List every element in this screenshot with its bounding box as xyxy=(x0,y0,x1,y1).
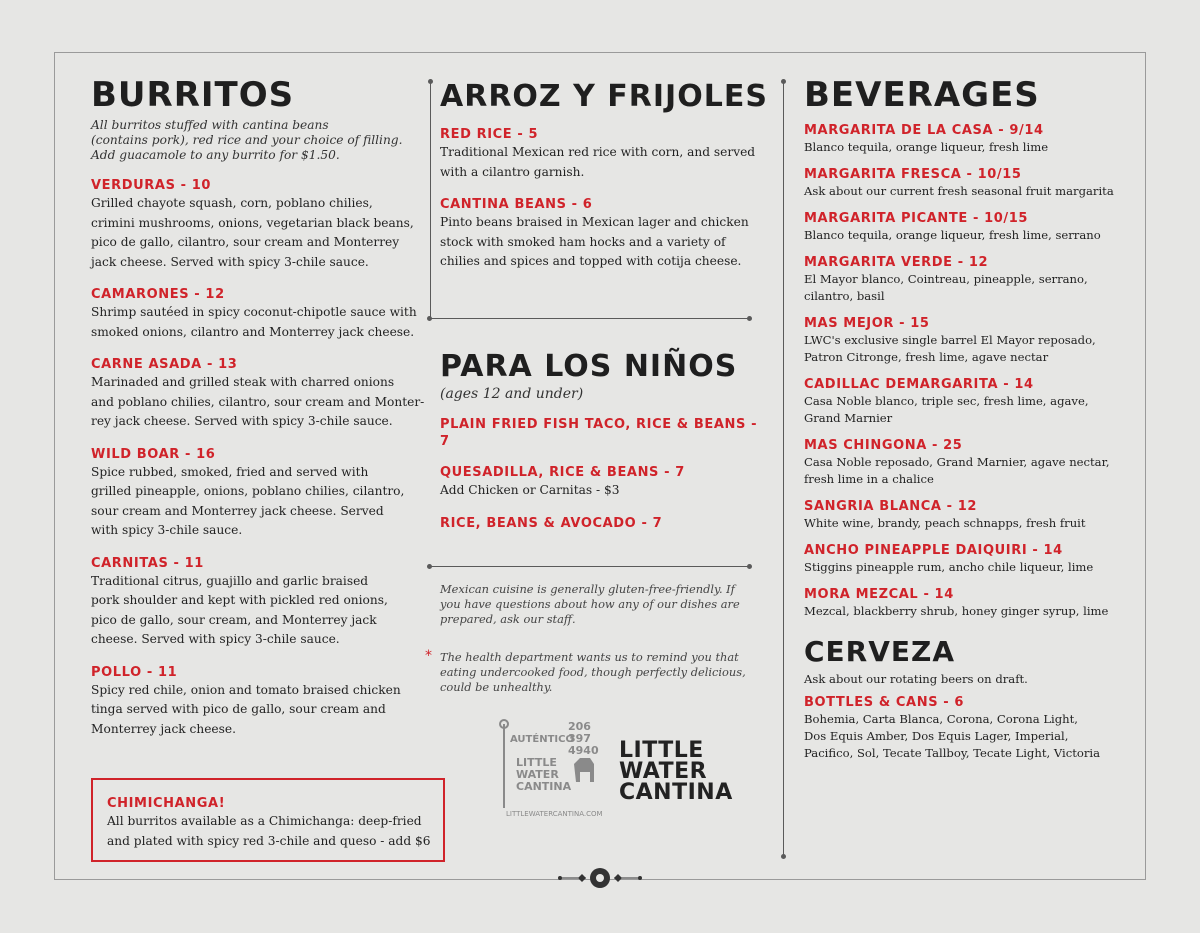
desc-line: Pacifico, Sol, Tecate Tallboy, Tecate Light, Victoria xyxy=(804,746,1101,760)
menu-item-name: MORA MEZCAL - 14 xyxy=(804,587,954,602)
desc-line: cheese. Served with spicy 3-chile sauce. xyxy=(91,632,340,646)
menu-item-desc xyxy=(804,515,1129,532)
wordmark-line: CANTINA xyxy=(619,780,733,805)
menu-item-name: CARNE ASADA - 13 xyxy=(91,357,238,372)
menu-item-desc xyxy=(91,194,431,272)
desc-line: White wine, brandy, peach schnapps, fresh fruit xyxy=(804,516,1086,530)
desc-line: and plated with spicy red 3-chile and queso - add $6 xyxy=(107,833,431,848)
menu-item xyxy=(91,555,431,650)
menu-item-desc xyxy=(804,332,1129,366)
menu-item-name: CAMARONES - 12 xyxy=(91,287,225,302)
desc-line: stock with smoked ham hocks and a variety of xyxy=(440,234,726,249)
menu-item-desc xyxy=(91,681,431,740)
menu-item-name: MAS MEJOR - 15 xyxy=(804,316,930,331)
badge-phone: 397 xyxy=(568,732,591,745)
ninos-subtitle: (ages 12 and under) xyxy=(440,386,584,402)
menu-item-desc xyxy=(804,139,1129,156)
menu-item-desc xyxy=(804,603,1129,620)
desc-line: Shrimp sautéed in spicy coconut-chipotle sauce with xyxy=(91,305,417,319)
desc-line: grilled pineapple, onions, poblano chilies, cilantro, xyxy=(91,484,405,498)
menu-item xyxy=(804,498,1129,532)
menu-item-name: MARGARITA PICANTE - 10/15 xyxy=(804,211,1029,226)
menu-item xyxy=(91,664,431,740)
intro-line: All burritos stuffed with cantina beans xyxy=(91,118,329,132)
menu-item xyxy=(440,464,770,501)
menu-item xyxy=(440,126,770,182)
desc-line: Ask about our current fresh seasonal fruit margarita xyxy=(804,184,1114,198)
note-line: you have questions about how any of our dishes are xyxy=(440,597,740,611)
menu-item xyxy=(91,286,431,342)
menu-item-name: RICE, BEANS & AVOCADO - 7 xyxy=(440,515,663,531)
badge-url: LITTLEWATERCANTINA.COM xyxy=(506,810,603,818)
menu-item-desc xyxy=(440,143,770,182)
menu-item xyxy=(440,416,770,450)
menu-item xyxy=(91,177,431,272)
menu-item xyxy=(804,437,1129,488)
menu-item xyxy=(91,446,431,541)
menu-item xyxy=(804,376,1129,427)
chimichanga-box xyxy=(91,778,445,862)
desc-line: pico de gallo, cilantro, sour cream and Monterrey xyxy=(91,235,400,249)
burritos-intro xyxy=(91,118,431,163)
desc-line: rey jack cheese. Served with spicy 3-chile sauce. xyxy=(91,414,393,428)
menu-item-name: CADILLAC DEMARGARITA - 14 xyxy=(804,377,1034,392)
menu-item-name: CARNITAS - 11 xyxy=(91,555,204,571)
menu-item xyxy=(91,356,431,432)
badge-name: LITTLE xyxy=(516,756,557,769)
menu-item-name: SANGRIA BLANCA - 12 xyxy=(804,499,978,514)
desc-line: jack cheese. Served with spicy 3-chile sauce. xyxy=(91,254,369,269)
note-line: The health department wants us to remind you that xyxy=(440,650,739,664)
menu-item-desc xyxy=(804,711,1129,762)
menu-item-desc xyxy=(804,454,1129,488)
menu-item-desc xyxy=(804,183,1129,200)
desc-line: Marinaded and grilled steak with charred onions xyxy=(91,375,395,389)
ninos-section xyxy=(440,349,770,532)
menu-item-desc xyxy=(804,227,1129,244)
badge-phone: 206 xyxy=(568,720,591,733)
menu-item xyxy=(804,254,1129,305)
arroz-title: ARROZ Y FRIJOLES xyxy=(440,79,768,114)
cantina-wordmark xyxy=(619,740,733,803)
badge-phone: 4940 xyxy=(568,744,599,757)
menu-item-name: VERDURAS - 10 xyxy=(91,178,212,193)
cantina-badge-logo xyxy=(496,716,614,824)
wordmark-line: WATER xyxy=(619,759,708,784)
menu-item-name: MARGARITA VERDE - 12 xyxy=(804,255,989,270)
menu-item xyxy=(804,586,1129,620)
desc-line: LWC's exclusive single barrel El Mayor reposado, xyxy=(804,333,1096,347)
desc-line: Spicy red chile, onion and tomato braised chicken xyxy=(91,682,401,697)
menu-item xyxy=(804,542,1129,576)
desc-line: Add Chicken or Carnitas - $3 xyxy=(440,483,620,497)
intro-line: Add guacamole to any burrito for $1.50. xyxy=(91,148,340,162)
desc-line: Pinto beans braised in Mexican lager and chicken xyxy=(440,215,749,229)
divider-right xyxy=(783,82,784,857)
cerveza-note: Ask about our rotating beers on draft. xyxy=(804,672,1028,686)
wordmark-line: LITTLE xyxy=(619,738,704,763)
desc-line: Blanco tequila, orange liqueur, fresh lime, serrano xyxy=(804,228,1101,242)
desc-line: Grilled chayote squash, corn, poblano chilies, xyxy=(91,196,373,210)
arroz-section xyxy=(440,79,770,272)
burritos-section xyxy=(91,75,431,739)
note-line: could be unhealthy. xyxy=(440,680,553,694)
beverages-title: BEVERAGES xyxy=(804,75,1040,115)
chimichanga-desc xyxy=(107,812,443,851)
menu-item-desc xyxy=(804,559,1129,576)
menu-item-name: WILD BOAR - 16 xyxy=(91,446,216,462)
badge-name: CANTINA xyxy=(516,780,572,793)
menu-item-name: POLLO - 11 xyxy=(91,664,178,680)
desc-line: with spicy 3-chile sauce. xyxy=(91,523,243,537)
menu-item-desc xyxy=(440,481,770,501)
menu-item-desc xyxy=(804,271,1129,305)
desc-line: Stiggins pineapple rum, ancho chile liqueur, lime xyxy=(804,560,1094,574)
chimichanga-name: CHIMICHANGA! xyxy=(107,796,226,811)
desc-line: Bohemia, Carta Blanca, Corona, Corona Light, xyxy=(804,712,1078,726)
desc-line: Mezcal, blackberry shrub, honey ginger syrup, lime xyxy=(804,604,1109,618)
menu-item xyxy=(804,166,1129,200)
desc-line: Casa Noble blanco, triple sec, fresh lime, agave, xyxy=(804,394,1089,408)
desc-line: Patron Citronge, fresh lime, agave nectar xyxy=(804,350,1049,364)
intro-line: (contains pork), red rice and your choice of filling. xyxy=(91,133,403,147)
menu-item-name: CANTINA BEANS - 6 xyxy=(440,197,593,212)
menu-item-name: MARGARITA FRESCA - 10/15 xyxy=(804,167,1022,182)
desc-line: El Mayor blanco, Cointreau, pineapple, serrano, xyxy=(804,272,1088,286)
menu-item-name: MARGARITA DE LA CASA - 9/14 xyxy=(804,123,1044,138)
beverages-section xyxy=(804,75,1129,762)
desc-line: sour cream and Monterrey jack cheese. Served xyxy=(91,503,384,518)
menu-item-name: QUESADILLA, RICE & BEANS - 7 xyxy=(440,465,685,480)
badge-name: WATER xyxy=(516,768,559,781)
menu-item-desc xyxy=(91,572,431,650)
menu-item-desc xyxy=(804,393,1129,427)
desc-line: and poblano chilies, cilantro, sour cream and Monter- xyxy=(91,394,425,409)
desc-line: fresh lime in a chalice xyxy=(804,472,934,486)
desc-line: pork shoulder and kept with pickled red onions, xyxy=(91,593,388,607)
note-line: prepared, ask our staff. xyxy=(440,612,576,626)
cerveza-title: CERVEZA xyxy=(804,635,956,668)
badge-top-text: AUTÉNTICO xyxy=(510,734,574,745)
desc-line: smoked onions, cilantro and Monterrey jack cheese. xyxy=(91,324,415,339)
desc-line: cilantro, basil xyxy=(804,289,885,303)
note-line: eating undercooked food, though perfectly delicious, xyxy=(440,665,746,679)
asterisk-icon: * xyxy=(425,648,432,664)
menu-item-desc xyxy=(91,373,431,432)
desc-line: pico de gallo, sour cream, and Monterrey jack xyxy=(91,612,377,627)
desc-line: tinga served with pico de gallo, sour cream and xyxy=(91,702,386,716)
desc-line: Traditional Mexican red rice with corn, and served xyxy=(440,145,756,159)
desc-line: Dos Equis Amber, Dos Equis Lager, Imperial, xyxy=(804,729,1069,743)
section-rule xyxy=(430,566,750,567)
ninos-title: PARA LOS NIÑOS xyxy=(440,349,738,384)
divider-left xyxy=(430,82,431,320)
desc-line: Spice rubbed, smoked, fried and served with xyxy=(91,464,369,479)
desc-line: Monterrey jack cheese. xyxy=(91,721,236,736)
desc-line: All burritos available as a Chimichanga: deep-fried xyxy=(107,814,422,828)
desc-line: chilies and spices and topped with cotija cheese. xyxy=(440,254,742,268)
desc-line: Grand Marnier xyxy=(804,411,893,425)
menu-item xyxy=(804,122,1129,156)
health-note xyxy=(440,650,760,695)
section-rule xyxy=(430,318,750,319)
menu-item-name: BOTTLES & CANS - 6 xyxy=(804,695,965,710)
menu-item xyxy=(804,694,1129,762)
desc-line: crimini mushrooms, onions, vegetarian black beans, xyxy=(91,215,414,230)
menu-item-name: MAS CHINGONA - 25 xyxy=(804,438,963,453)
desc-line: Blanco tequila, orange liqueur, fresh lime xyxy=(804,140,1049,154)
burritos-title: BURRITOS xyxy=(91,75,295,115)
desc-line: with a cilantro garnish. xyxy=(440,164,585,179)
desc-line: Traditional citrus, guajillo and garlic braised xyxy=(91,573,369,588)
desc-line: Casa Noble reposado, Grand Marnier, agave nectar, xyxy=(804,455,1110,469)
gluten-note xyxy=(440,582,760,627)
menu-item-desc xyxy=(91,463,431,541)
menu-item-name: RED RICE - 5 xyxy=(440,127,539,142)
ornament-icon xyxy=(556,864,644,892)
menu-item xyxy=(440,196,770,272)
menu-item xyxy=(804,315,1129,366)
menu-item xyxy=(804,210,1129,244)
menu-item-name: PLAIN FRIED FISH TACO, RICE & BEANS - 7 xyxy=(440,417,758,449)
menu-item-desc xyxy=(440,213,770,272)
note-line: Mexican cuisine is generally gluten-free-friendly. If xyxy=(440,582,735,596)
menu-item xyxy=(440,515,770,532)
menu-item-desc xyxy=(91,303,431,342)
menu-item-name: ANCHO PINEAPPLE DAIQUIRI - 14 xyxy=(804,543,1063,558)
